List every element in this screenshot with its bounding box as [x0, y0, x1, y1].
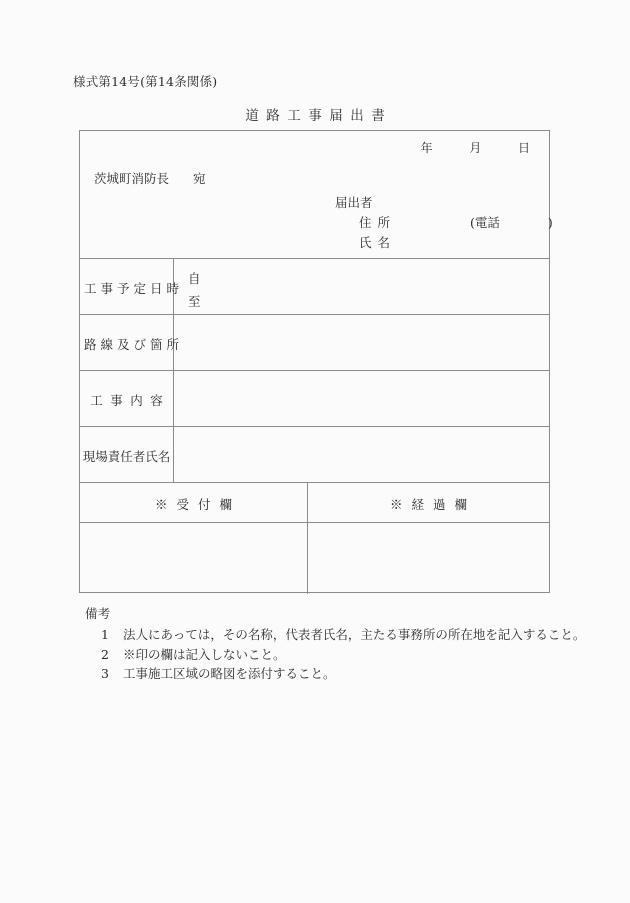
row-label-site-manager: 現場責任者氏名	[82, 449, 171, 464]
table-rule-row4-bottom	[80, 482, 549, 483]
date-year-label: 年	[420, 141, 434, 155]
row-label-schedule: 工事予定日時	[84, 281, 184, 296]
document-title: 道路工事届出書	[245, 108, 393, 124]
note-item	[85, 664, 585, 684]
progress-value-cell[interactable]	[308, 523, 549, 593]
addressee-suffix: 宛	[192, 171, 206, 186]
note-item	[85, 645, 585, 665]
row-label-work-content: 工事内容	[90, 393, 171, 408]
applicant-address-label: 住所	[359, 215, 397, 230]
site-manager-value-cell[interactable]	[174, 427, 550, 482]
form-table	[79, 130, 553, 593]
date-month-label: 月	[469, 141, 483, 155]
schedule-from-label: 自	[188, 271, 201, 286]
addressee-name: 茨城町消防長	[94, 171, 170, 186]
note-item	[85, 625, 585, 645]
applicant-phone-close: )	[547, 215, 553, 230]
note-text: 法人にあっては，その名称，代表者氏名，主たる事務所の所在地を記入すること。	[123, 627, 586, 642]
reception-header: ※受付欄	[154, 497, 241, 512]
schedule-value-cell[interactable]	[174, 259, 550, 314]
note-number: 3	[101, 666, 109, 681]
note-number: 1	[101, 627, 109, 642]
progress-header: ※経過欄	[389, 497, 476, 512]
applicant-name-label: 氏名	[359, 235, 397, 250]
notes-title: 備考	[85, 606, 111, 621]
applicant-block	[335, 193, 553, 253]
route-value-cell[interactable]	[174, 315, 550, 370]
schedule-to-label: 至	[188, 294, 201, 309]
addressee-line	[94, 169, 206, 187]
applicant-name-row	[335, 233, 553, 253]
row-label-route: 路線及び箇所	[84, 337, 184, 352]
form-number: 様式第14号(第14条関係)	[73, 74, 218, 89]
note-text: 工事施工区域の略図を添付すること。	[123, 666, 336, 681]
notes-block	[85, 604, 585, 684]
note-number: 2	[101, 646, 109, 662]
reception-value-cell[interactable]	[80, 523, 307, 593]
applicant-phone-label: (電話	[470, 215, 500, 230]
work-content-value-cell[interactable]	[174, 371, 550, 426]
date-line	[421, 139, 531, 156]
note-text: ※印の欄は記入しないこと。	[123, 646, 286, 662]
date-day-label: 日	[517, 141, 531, 155]
applicant-phone-group	[470, 213, 553, 233]
applicant-label: 届出者	[335, 195, 373, 210]
applicant-address-row	[335, 213, 553, 233]
